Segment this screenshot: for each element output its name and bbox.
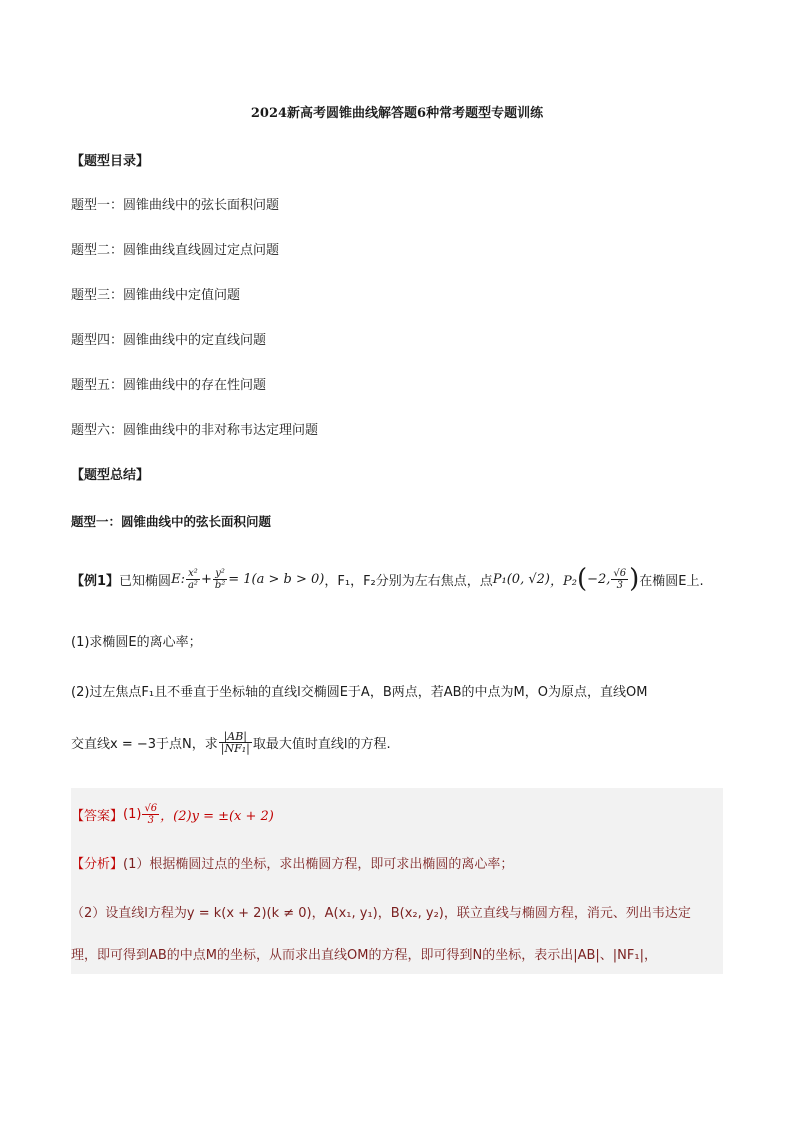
question-2-line2 [71, 722, 391, 762]
toc-item-2: 题型二：圆锥曲线直线圆过定点问题 [71, 243, 280, 258]
toc-item-1: 题型一：圆锥曲线中的弦长面积问题 [71, 198, 280, 213]
point-p1: P₁(0, √2) [492, 571, 550, 587]
example-tail: 在椭圆E上. [639, 573, 704, 589]
analysis-text-1: (1）根据椭圆过点的坐标，求出椭圆方程，即可求出椭圆的离心率； [123, 857, 514, 872]
x2-over-a2: $\frac{\text{x²}}{\text{a²}}$ [187, 567, 198, 591]
point-p2-prefix: ，P₂ [549, 573, 577, 589]
toc-item-3: 题型三：圆锥曲线中定值问题 [71, 288, 241, 303]
question-1: (1)求椭圆E的离心率； [71, 635, 202, 650]
question-2-line1: (2)过左焦点F₁且不垂直于坐标轴的直线l交椭圆E于A，B两点，若AB的中点为M，O为原点，直线OM [71, 685, 648, 700]
answer-part2: ，(2)y = ±(x + 2) [160, 808, 274, 824]
toc-item-4: 题型四：圆锥曲线中的定直线问题 [71, 333, 267, 348]
example-intro: 已知椭圆 [119, 573, 172, 589]
answer-label: 【答案】 [71, 808, 124, 824]
answer-part1-frac: $\frac{√6}{3}$ [144, 802, 158, 826]
ab-over-nf1: $\frac{|AB|}{\text{|NF₁|}}$ [220, 729, 250, 755]
answer-part1-pre: (1) [123, 806, 142, 822]
question-2-post: 取最大值时直线l的方程. [252, 736, 391, 752]
toc-item-6: 题型六：圆锥曲线中的非对称韦达定理问题 [71, 423, 319, 438]
example-label: 【例1】 [71, 573, 120, 589]
analysis-line2: （2）设直线l方程为y = k(x + 2)(k ≠ 0)，A(x₁, y₁)，B(x₂, y₂)，联立直线与椭圆方程，消元、列出韦达定 [71, 906, 691, 921]
answer-line [71, 796, 274, 832]
analysis-line1 [71, 853, 513, 872]
y2-over-b2: $\frac{\text{y²}}{\text{b²}}$ [214, 567, 226, 591]
page-title: 2024新高考圆锥曲线解答题6种常考题型专题训练 [250, 106, 544, 121]
ellipse-condition: = 1(a > b > 0) [228, 571, 325, 587]
point-p2-x: −2, [587, 571, 611, 587]
ellipse-colon: : [180, 571, 185, 587]
point-p2-y: $\frac{√6}{3}$ [613, 567, 627, 591]
summary-heading: 【题型总结】 [71, 468, 150, 483]
toc-heading: 【题型目录】 [71, 154, 150, 169]
section-title: 题型一：圆锥曲线中的弦长面积问题 [71, 514, 272, 529]
ellipse-name: E [171, 571, 181, 587]
analysis-line3: 理，即可得到AB的中点M的坐标，从而求出直线OM的方程，即可得到N的坐标，表示出|AB|、|NF₁|， [71, 948, 657, 963]
foci-text: ，F₁，F₂分别为左右焦点，点 [324, 573, 493, 589]
toc-item-5: 题型五：圆锥曲线中的存在性问题 [71, 378, 267, 393]
example-statement: 【例1】 已知椭圆 E : $\frac{\text{x²}}{\text{a²}}$ + $\frac{\text{y²}}{\text{b²}}$ = 1(a > b > 0) ，F₁，F₂分别为左右焦点，点 P₁(0, √2) ，P₂ ( −2, $\frac{√6}{3}$ ) 在椭圆E上. [71, 564, 704, 594]
analysis-label: 【分析】 [71, 857, 124, 872]
question-2-pre: 交直线x = −3于点N，求 [71, 736, 218, 752]
